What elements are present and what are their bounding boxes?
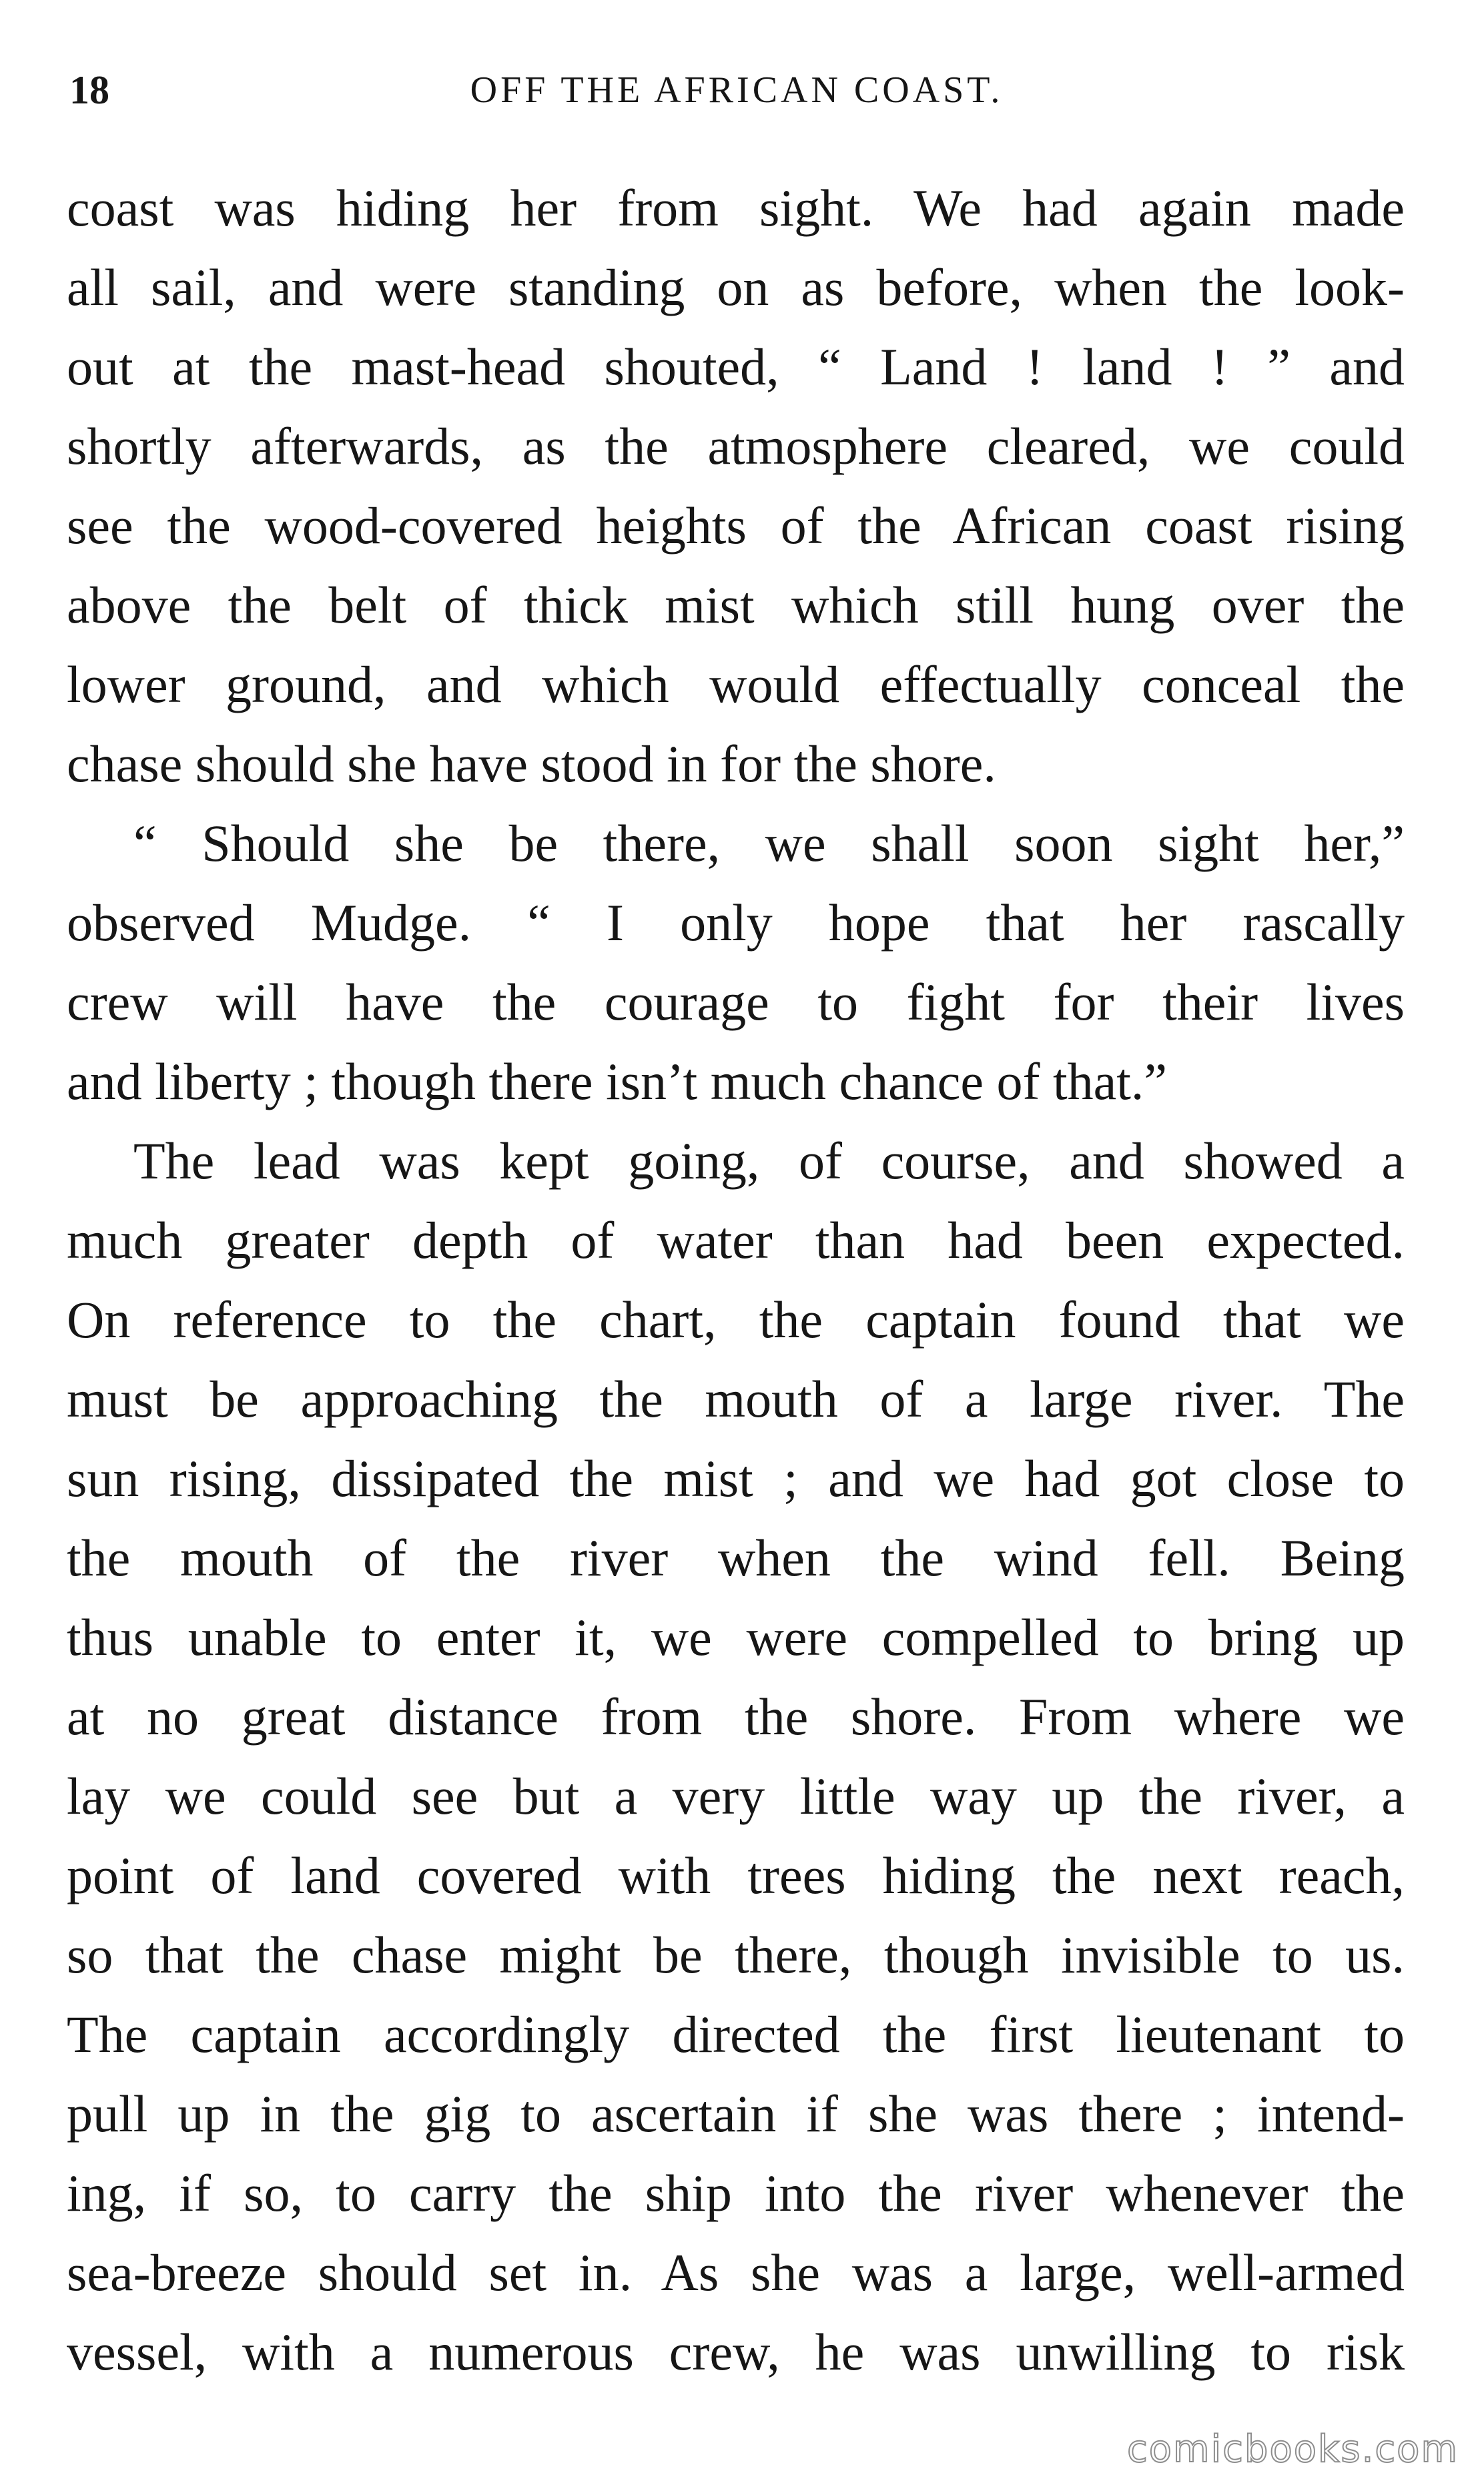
text-line: On reference to the chart, the captain found that we [67, 1291, 1405, 1349]
text-line: vessel, with a numerous crew, he was unwilling to risk [67, 2323, 1405, 2381]
text-line: must be approaching the mouth of a large river. The [67, 1370, 1405, 1428]
text-line: and liberty ; though there isn’t much chance of that.” [67, 1052, 1168, 1110]
text-line: thus unable to enter it, we were compelled to bring up [67, 1608, 1405, 1666]
text-line: all sail, and were standing on as before, when the look- [67, 258, 1405, 316]
body-text [67, 168, 1405, 2392]
text-line: above the belt of thick mist which still hung over the [67, 576, 1405, 634]
text-line: sea-breeze should set in. As she was a large, well-armed [67, 2243, 1405, 2301]
text-line: out at the mast-head shouted, “ Land ! land ! ” and [67, 338, 1405, 396]
page-header [69, 60, 1404, 120]
running-title: OFF THE AFRICAN COAST. [470, 69, 1004, 111]
text-line: crew will have the courage to fight for their lives [67, 973, 1405, 1031]
text-line: the mouth of the river when the wind fell. Being [67, 1529, 1405, 1587]
text-line: observed Mudge. “ I only hope that her rascally [67, 894, 1405, 952]
text-line: see the wood-covered heights of the African coast rising [67, 496, 1405, 555]
text-line: pull up in the gig to ascertain if she was there ; intend- [67, 2085, 1405, 2143]
text-line: coast was hiding her from sight. We had again made [67, 179, 1405, 237]
text-line: much greater depth of water than had been expected. [67, 1211, 1405, 1269]
watermark: comicbooks.com [1126, 2428, 1459, 2471]
text-line: lay we could see but a very little way up the river, a [67, 1767, 1405, 1825]
text-line: shortly afterwards, as the atmosphere cleared, we could [67, 417, 1405, 475]
text-line: “ Should she be there, we shall soon sight her,” [133, 814, 1405, 872]
text-line: lower ground, and which would effectually conceal the [67, 655, 1405, 713]
text-line: The captain accordingly directed the first lieutenant to [67, 2005, 1405, 2063]
text-line: chase should she have stood in for the shore. [67, 735, 996, 793]
text-line: at no great distance from the shore. From where we [67, 1688, 1405, 1746]
text-line: point of land covered with trees hiding the next reach, [67, 1846, 1405, 1904]
text-line: sun rising, dissipated the mist ; and we had got close to [67, 1449, 1405, 1507]
text-line: ing, if so, to carry the ship into the river whenever the [67, 2164, 1405, 2222]
page-number: 18 [69, 68, 109, 112]
text-line: so that the chase might be there, though invisible to us. [67, 1926, 1405, 1984]
text-line: The lead was kept going, of course, and showed a [133, 1132, 1405, 1190]
